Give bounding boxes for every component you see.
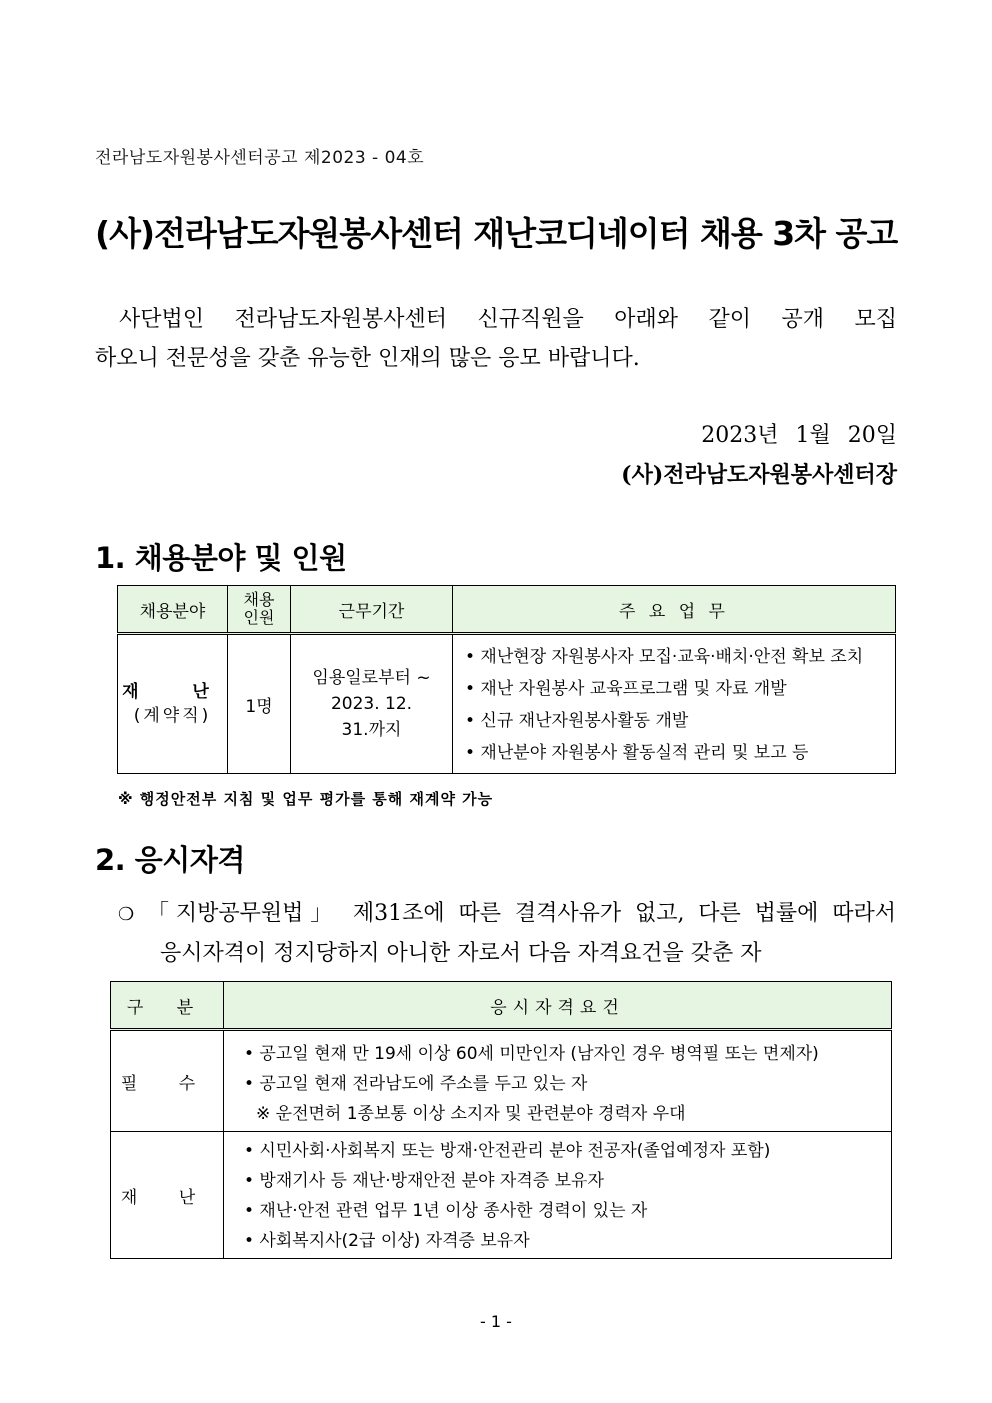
qualification-table-header: [111, 982, 892, 1030]
issuing-organization: (사)전라남도자원봉사센터장: [621, 462, 897, 488]
cell-count: 1명: [228, 634, 291, 774]
required-items: [224, 1030, 892, 1132]
category-required: 필 수: [111, 1030, 224, 1132]
page-number: - 1 -: [480, 1312, 512, 1331]
cell-period: [291, 634, 453, 774]
header-count-line-2: 인원: [243, 608, 275, 627]
intro-line-2: 하오니 전문성을 갖춘 유능한 인재의 많은 응모 바랍니다.: [95, 346, 640, 371]
list-item: • 재난분야 자원봉사 활동실적 관리 및 보고 등: [465, 743, 809, 763]
period-line-2: 2023. 12.: [330, 694, 413, 714]
reappointment-note: ※ 행정안전부 지침 및 업무 평가를 통해 재계약 가능: [118, 790, 494, 808]
field-name: 재 난: [122, 682, 223, 702]
qualification-line-1: [118, 894, 896, 934]
list-item: • 방재기사 등 재난·방재안전 분야 자격증 보유자: [244, 1171, 604, 1191]
page-title: (사)전라남도자원봉사센터 재난코디네이터 채용 3차 공고: [95, 214, 898, 253]
cell-field: [118, 634, 228, 774]
qualification-table: [110, 981, 892, 1259]
period-line-1: 임용일로부터 ~: [312, 668, 431, 688]
header-duties: 주 요 업 무: [453, 586, 896, 634]
cell-duties: [453, 634, 896, 774]
section-2-heading: 2. 응시자격: [95, 843, 245, 877]
intro-line-1: 사단법인 전라남도자원봉사센터 신규직원을 아래와 같이 공개 모집: [119, 307, 897, 332]
section-1-heading: 1. 채용분야 및 인원: [95, 541, 347, 575]
header-requirements: 응시자격요건: [224, 982, 892, 1030]
table-row: [111, 1030, 892, 1132]
list-item: ※ 운전면허 1종보통 이상 소지자 및 관련분야 경력자 우대: [256, 1104, 686, 1124]
disaster-items: [224, 1132, 892, 1259]
category-disaster: 재 난: [111, 1132, 224, 1259]
announcement-date: 2023년 1월 20일: [701, 423, 897, 448]
list-item: • 재난·안전 관련 업무 1년 이상 종사한 경력이 있는 자: [244, 1201, 648, 1221]
circle-bullet-icon: ❍: [118, 904, 135, 925]
period-line-3: 31.까지: [341, 720, 402, 740]
list-item: • 시민사회·사회복지 또는 방재·안전관리 분야 전공자(졸업예정자 포함): [244, 1141, 771, 1161]
qualification-line-1-text: 「지방공무원법」 제31조에 따른 결격사유가 없고, 다른 법률에 따라서: [140, 901, 896, 926]
table-row: [118, 634, 896, 774]
table-row: [111, 1132, 892, 1259]
header-field: 채용분야: [118, 586, 228, 634]
list-item: • 재난현장 자원봉사자 모집·교육·배치·안전 확보 조치: [465, 647, 864, 667]
header-category: 구 분: [111, 982, 224, 1030]
header-count: [228, 586, 291, 634]
list-item: • 사회복지사(2급 이상) 자격증 보유자: [244, 1231, 530, 1251]
qualification-line-2: 응시자격이 정지당하지 아니한 자로서 다음 자격요건을 갖춘 자: [160, 941, 762, 966]
intro-paragraph: [95, 300, 897, 378]
list-item: • 공고일 현재 전라남도에 주소를 두고 있는 자: [244, 1074, 588, 1094]
qualification-statement: [118, 894, 896, 973]
recruitment-table-header: [118, 586, 896, 634]
notice-number: 전라남도자원봉사센터공고 제2023 - 04호: [95, 148, 425, 168]
field-contract-type: (계약직): [133, 706, 212, 726]
list-item: • 공고일 현재 만 19세 이상 60세 미만인자 (남자인 경우 병역필 또는 면제자): [244, 1044, 819, 1064]
list-item: • 신규 재난자원봉사활동 개발: [465, 711, 689, 731]
header-period: 근무기간: [291, 586, 453, 634]
header-count-line-1: 채용: [243, 590, 275, 609]
recruitment-table: [117, 585, 896, 774]
list-item: • 재난 자원봉사 교육프로그램 및 자료 개발: [465, 679, 787, 699]
